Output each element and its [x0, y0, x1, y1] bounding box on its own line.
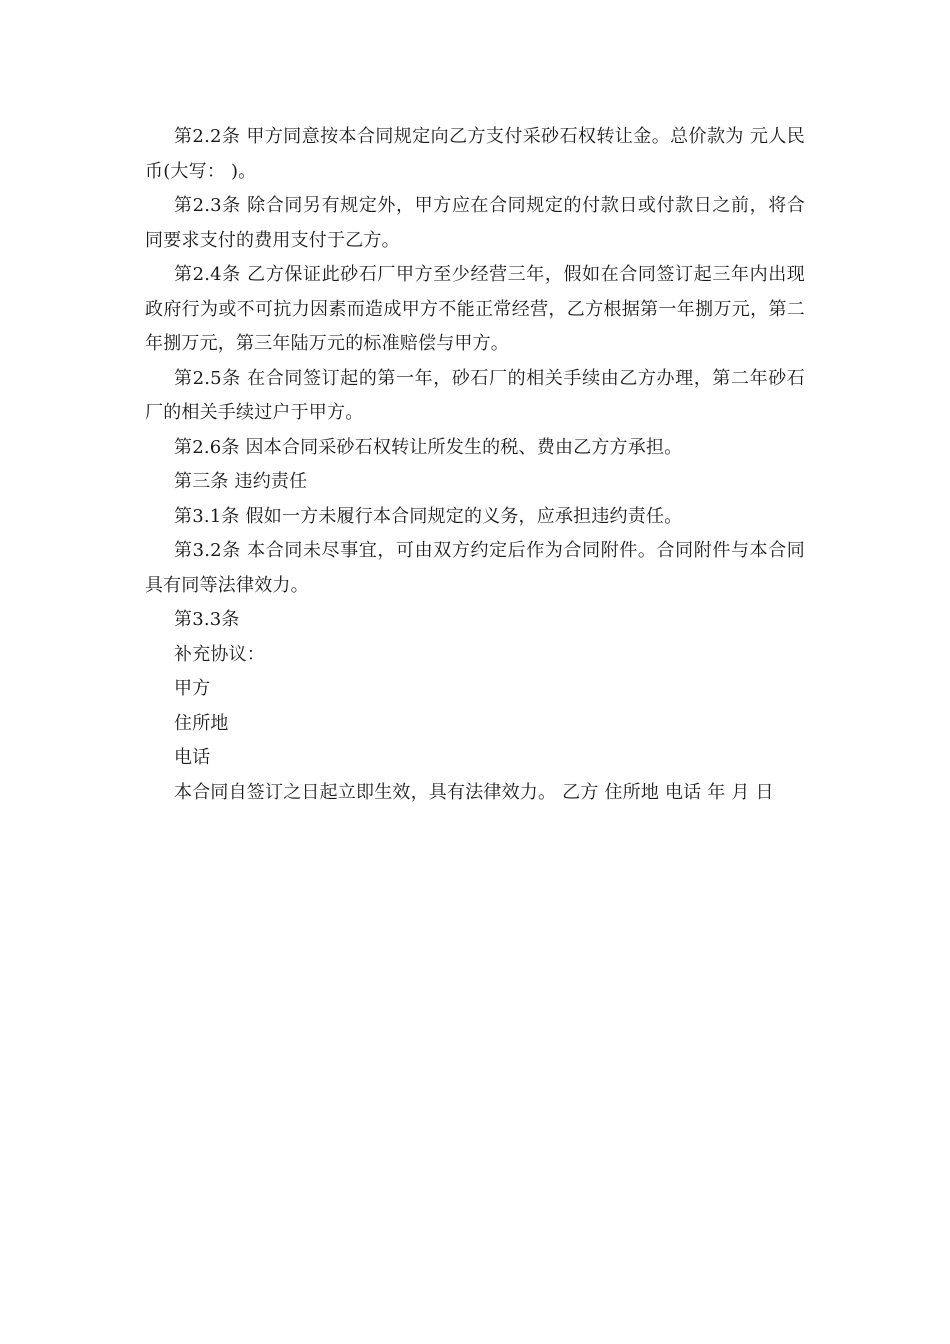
party-a-label: 甲方	[174, 678, 211, 699]
clause-2-4: 第2.4条 乙方保证此砂石厂甲方至少经营三年，假如在合同签订起三年内出现政府行为或不可抗力因素而造成甲方不能正常经营，乙方根据第一年捌万元，第二年捌万元，第三年陆万元的标准赔偿与甲方。	[145, 264, 805, 354]
clause-2-5: 第2.5条 在合同签订起的第一年，砂石厂的相关手续由乙方办理，第二年砂石厂的相关手续过户于甲方。	[145, 367, 805, 423]
effective-clause-and-signature: 本合同自签订之日起立即生效，具有法律效力。 乙方 住所地 电话 年 月 日	[174, 781, 774, 803]
party-a-address-label: 住所地	[174, 712, 229, 734]
clause-3-3: 第3.3条	[174, 609, 240, 630]
document-body	[145, 120, 805, 810]
clause-2-6: 第2.6条 因本合同采砂石权转让所发生的税、费由乙方方承担。	[174, 436, 683, 458]
party-a-phone-label: 电话	[174, 747, 211, 768]
clause-3-1: 第3.1条 假如一方未履行本合同规定的义务，应承担违约责任。	[174, 505, 683, 527]
clause-2-2: 第2.2条 甲方同意按本合同规定向乙方支付采砂石权转让金。总价款为 元人民币(大写： )。	[145, 126, 805, 182]
supplementary-agreement-label: 补充协议：	[174, 643, 265, 665]
section-3-heading: 第三条 违约责任	[174, 471, 308, 492]
clause-2-3: 第2.3条 除合同另有规定外，甲方应在合同规定的付款日或付款日之前，将合同要求支付的费用支付于乙方。	[145, 195, 805, 251]
clause-3-2: 第3.2条 本合同未尽事宜，可由双方约定后作为合同附件。合同附件与本合同具有同等法律效力。	[145, 540, 805, 596]
